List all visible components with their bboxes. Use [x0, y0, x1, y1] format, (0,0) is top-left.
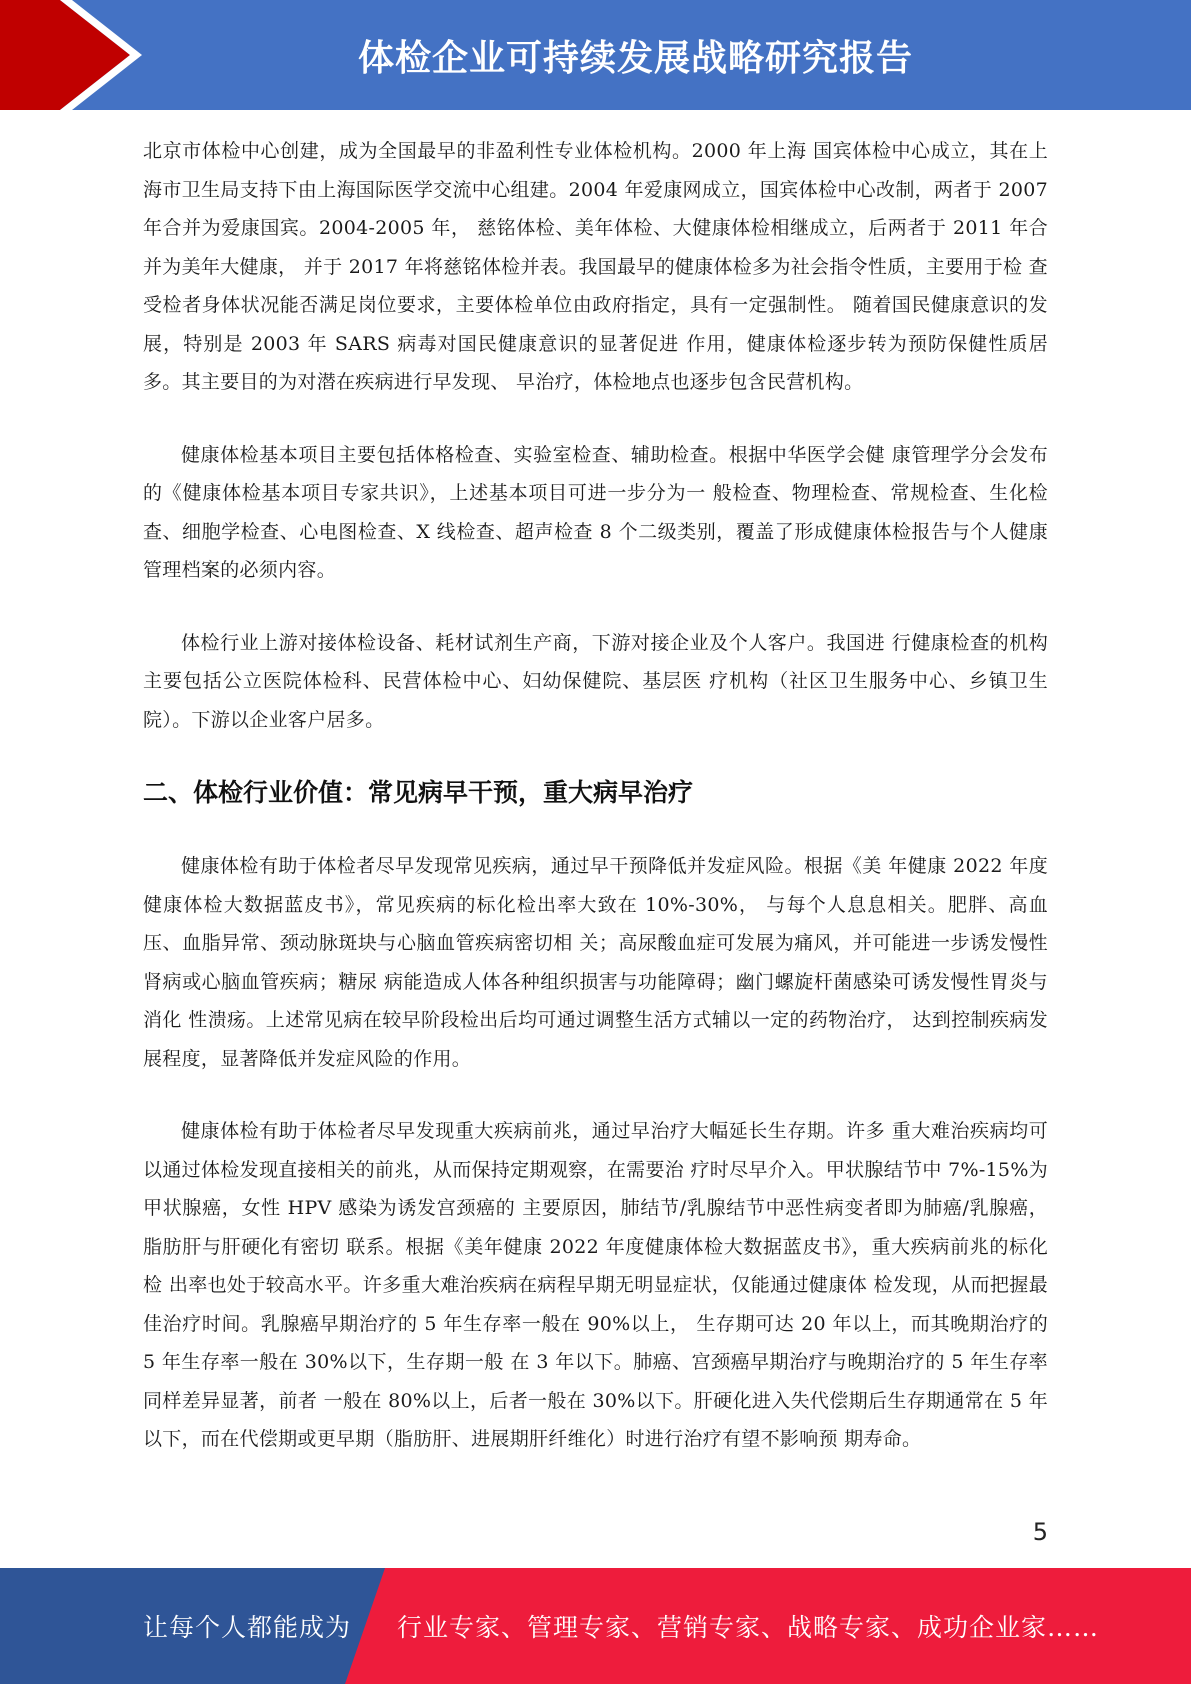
paragraph: 北京市体检中心创建，成为全国最早的非盈利性专业体检机构。2000 年上海 国宾体检中心成立，其在上海市卫生局支持下由上海国际医学交流中心组建。2004 年爱康网成立，国宾体检中心改制，两者于 2007 年合并为爱康国宾。2004-2005 年， 慈铭体检、美年体检、大健康体检相继成立，后两者于 2011 年合并为美年大健康， 并于 2017 年将慈铭体检并表。我国最早的健康体检多为社会指令性质，主要用于检 查受检者身体状况能否满足岗位要求，主要体检单位由政府指定，具有一定强制性。 随着国民健康意识的发展，特别是 2003 年 SARS 病毒对国民健康意识的显著促进 作用，健康体检逐步转为预防保健性质居多。其主要目的为对潜在疾病进行早发现、 早治疗，体检地点也逐步包含民营机构。 [143, 140, 1048, 393]
footer-slogan-right: 行业专家、管理专家、营销专家、战略专家、成功企业家…… [397, 1613, 1100, 1642]
paragraph: 体检行业上游对接体检设备、耗材试剂生产商，下游对接企业及个人客户。我国进 行健康检查的机构主要包括公立医院体检科、民营体检中心、妇幼保健院、基层医 疗机构（社区卫生服务中心、乡镇卫生院）。下游以企业客户居多。 [143, 631, 1048, 731]
page-footer [0, 1568, 1191, 1684]
main-content [143, 132, 1048, 1493]
footer-slogan-left: 让每个人都能成为 [143, 1613, 352, 1642]
section-heading: 二、体检行业价值：常见病早干预，重大病早治疗 [143, 778, 694, 807]
page-number: 5 [1032, 1518, 1048, 1546]
paragraph: 健康体检有助于体检者尽早发现常见疾病，通过早干预降低并发症风险。根据《美 年健康 2022 年度健康体检大数据蓝皮书》，常见疾病的标化检出率大致在 10%-30%， 与每个人息息相关。肥胖、高血压、血脂异常、颈动脉斑块与心脑血管疾病密切相 关；高尿酸血症可发展为痛风，并可能进一步诱发慢性肾病或心脑血管疾病；糖尿 病能造成人体各种组织损害与功能障碍；幽门螺旋杆菌感染可诱发慢性胃炎与消化 性溃疡。上述常见病在较早阶段检出后均可通过调整生活方式辅以一定的药物治疗， 达到控制疾病发展程度，显著降低并发症风险的作用。 [143, 855, 1048, 1070]
document-title: 体检企业可持续发展战略研究报告 [357, 37, 913, 79]
page-header [0, 0, 1191, 110]
header-arrow-icon [0, 0, 160, 110]
paragraph: 健康体检有助于体检者尽早发现重大疾病前兆，通过早治疗大幅延长生存期。许多 重大难治疾病均可以通过体检发现直接相关的前兆，从而保持定期观察，在需要治 疗时尽早介入。甲状腺结节中 7%-15%为甲状腺癌，女性 HPV 感染为诱发宫颈癌的 主要原因，肺结节/乳腺结节中恶性病变者即为肺癌/乳腺癌，脂肪肝与肝硬化有密切 联系。根据《美年健康 2022 年度健康体检大数据蓝皮书》，重大疾病前兆的标化检 出率也处于较高水平。许多重大难治疾病在病程早期无明显症状，仅能通过健康体 检发现，从而把握最佳治疗时间。乳腺癌早期治疗的 5 年生存率一般在 90%以上， 生存期可达 20 年以上，而其晚期治疗的 5 年生存率一般在 30%以下，生存期一般 在 3 年以下。肺癌、宫颈癌早期治疗与晚期治疗的 5 年生存率同样差异显著，前者 一般在 80%以上，后者一般在 30%以下。肝硬化进入失代偿期后生存期通常在 5 年 以下，而在代偿期或更早期（脂肪肝、进展期肝纤维化）时进行治疗有望不影响预 期寿命。 [143, 1120, 1048, 1450]
paragraph: 健康体检基本项目主要包括体格检查、实验室检查、辅助检查。根据中华医学会健 康管理学分会发布的《健康体检基本项目专家共识》，上述基本项目可进一步分为一 般检查、物理检查、常规检查、生化检查、细胞学检查、心电图检查、X 线检查、超声检查 8 个二级类别，覆盖了形成健康体检报告与个人健康管理档案的必须内容。 [143, 443, 1048, 581]
